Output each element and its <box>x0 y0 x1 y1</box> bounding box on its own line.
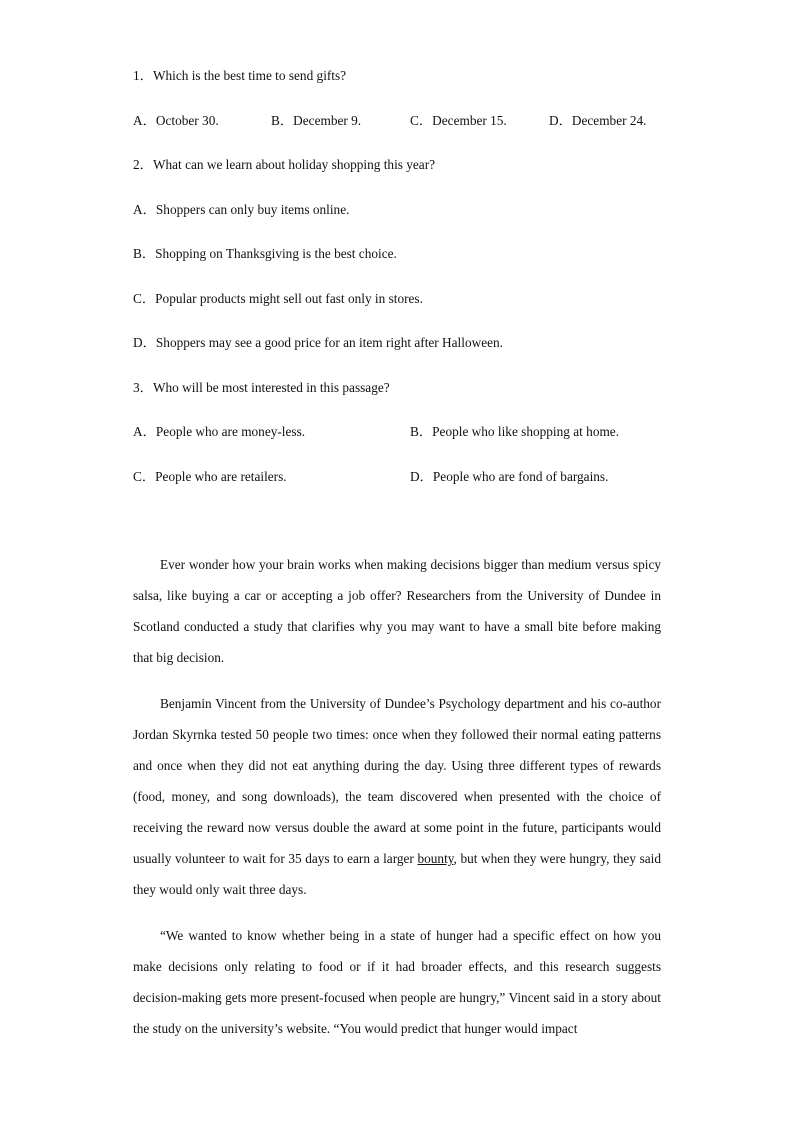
passage-paragraph-2-text-start: Benjamin Vincent from the University of Dundee’s Psychology department and his co-author Jordan Skyrnka tested 50 people two times: once when they followed their normal eating patterns and once when they did not eat anything during the day. Using three different types of rewards (food, money, and song downloads), the team discovered when presented with the choice of receiving the reward now versus double the award at some point in the future, participants would usually volunteer to wait for 35 days to earn a larger <box>133 696 661 866</box>
underlined-word-bounty: bounty <box>417 851 454 866</box>
question-1-option-d: D．December 24. <box>549 113 647 128</box>
question-1-option-c: C．December 15. <box>410 113 507 128</box>
question-2-option-d: D．Shoppers may see a good price for an item right after Halloween. <box>133 335 503 350</box>
passage-paragraph-2-text-end: , but when they were hungry, they said they would only wait three days. <box>133 851 661 897</box>
question-1-option-a: A．October 30. <box>133 113 219 128</box>
question-2-option-b: B．Shopping on Thanksgiving is the best choice. <box>133 246 397 261</box>
question-3-stem: 3．Who will be most interested in this passage? <box>133 380 390 395</box>
passage-paragraph-1: Ever wonder how your brain works when making decisions bigger than medium versus spicy salsa, like buying a car or accepting a job offer? Researchers from the University of Dundee in Scotland conducted a study that clarifies why you may want to have a small bite before making that big decision. <box>133 557 661 665</box>
question-1-option-b: B．December 9. <box>271 113 362 128</box>
passage-paragraph-3: “We wanted to know whether being in a state of hunger had a specific effect on how you make decisions only relating to food or if it had broader effects, and this research suggests decision-making gets more present-focused when people are hungry,” Vincent said in a story about the study on the university’s website. “You would predict that hunger would impact <box>133 928 661 1036</box>
question-3-option-d: D．People who are fond of bargains. <box>410 469 609 484</box>
question-3-option-b: B．People who like shopping at home. <box>410 424 620 439</box>
question-3-option-a: A．People who are money-less. <box>133 424 306 439</box>
question-2-stem: 2．What can we learn about holiday shopping this year? <box>133 157 436 172</box>
question-1-stem: 1．Which is the best time to send gifts? <box>133 68 347 83</box>
question-2-option-a: A．Shoppers can only buy items online. <box>133 202 350 217</box>
question-3-option-c: C．People who are retailers. <box>133 469 287 484</box>
question-2-option-c: C．Popular products might sell out fast only in stores. <box>133 291 423 306</box>
passage-paragraph-2 <box>133 688 661 905</box>
